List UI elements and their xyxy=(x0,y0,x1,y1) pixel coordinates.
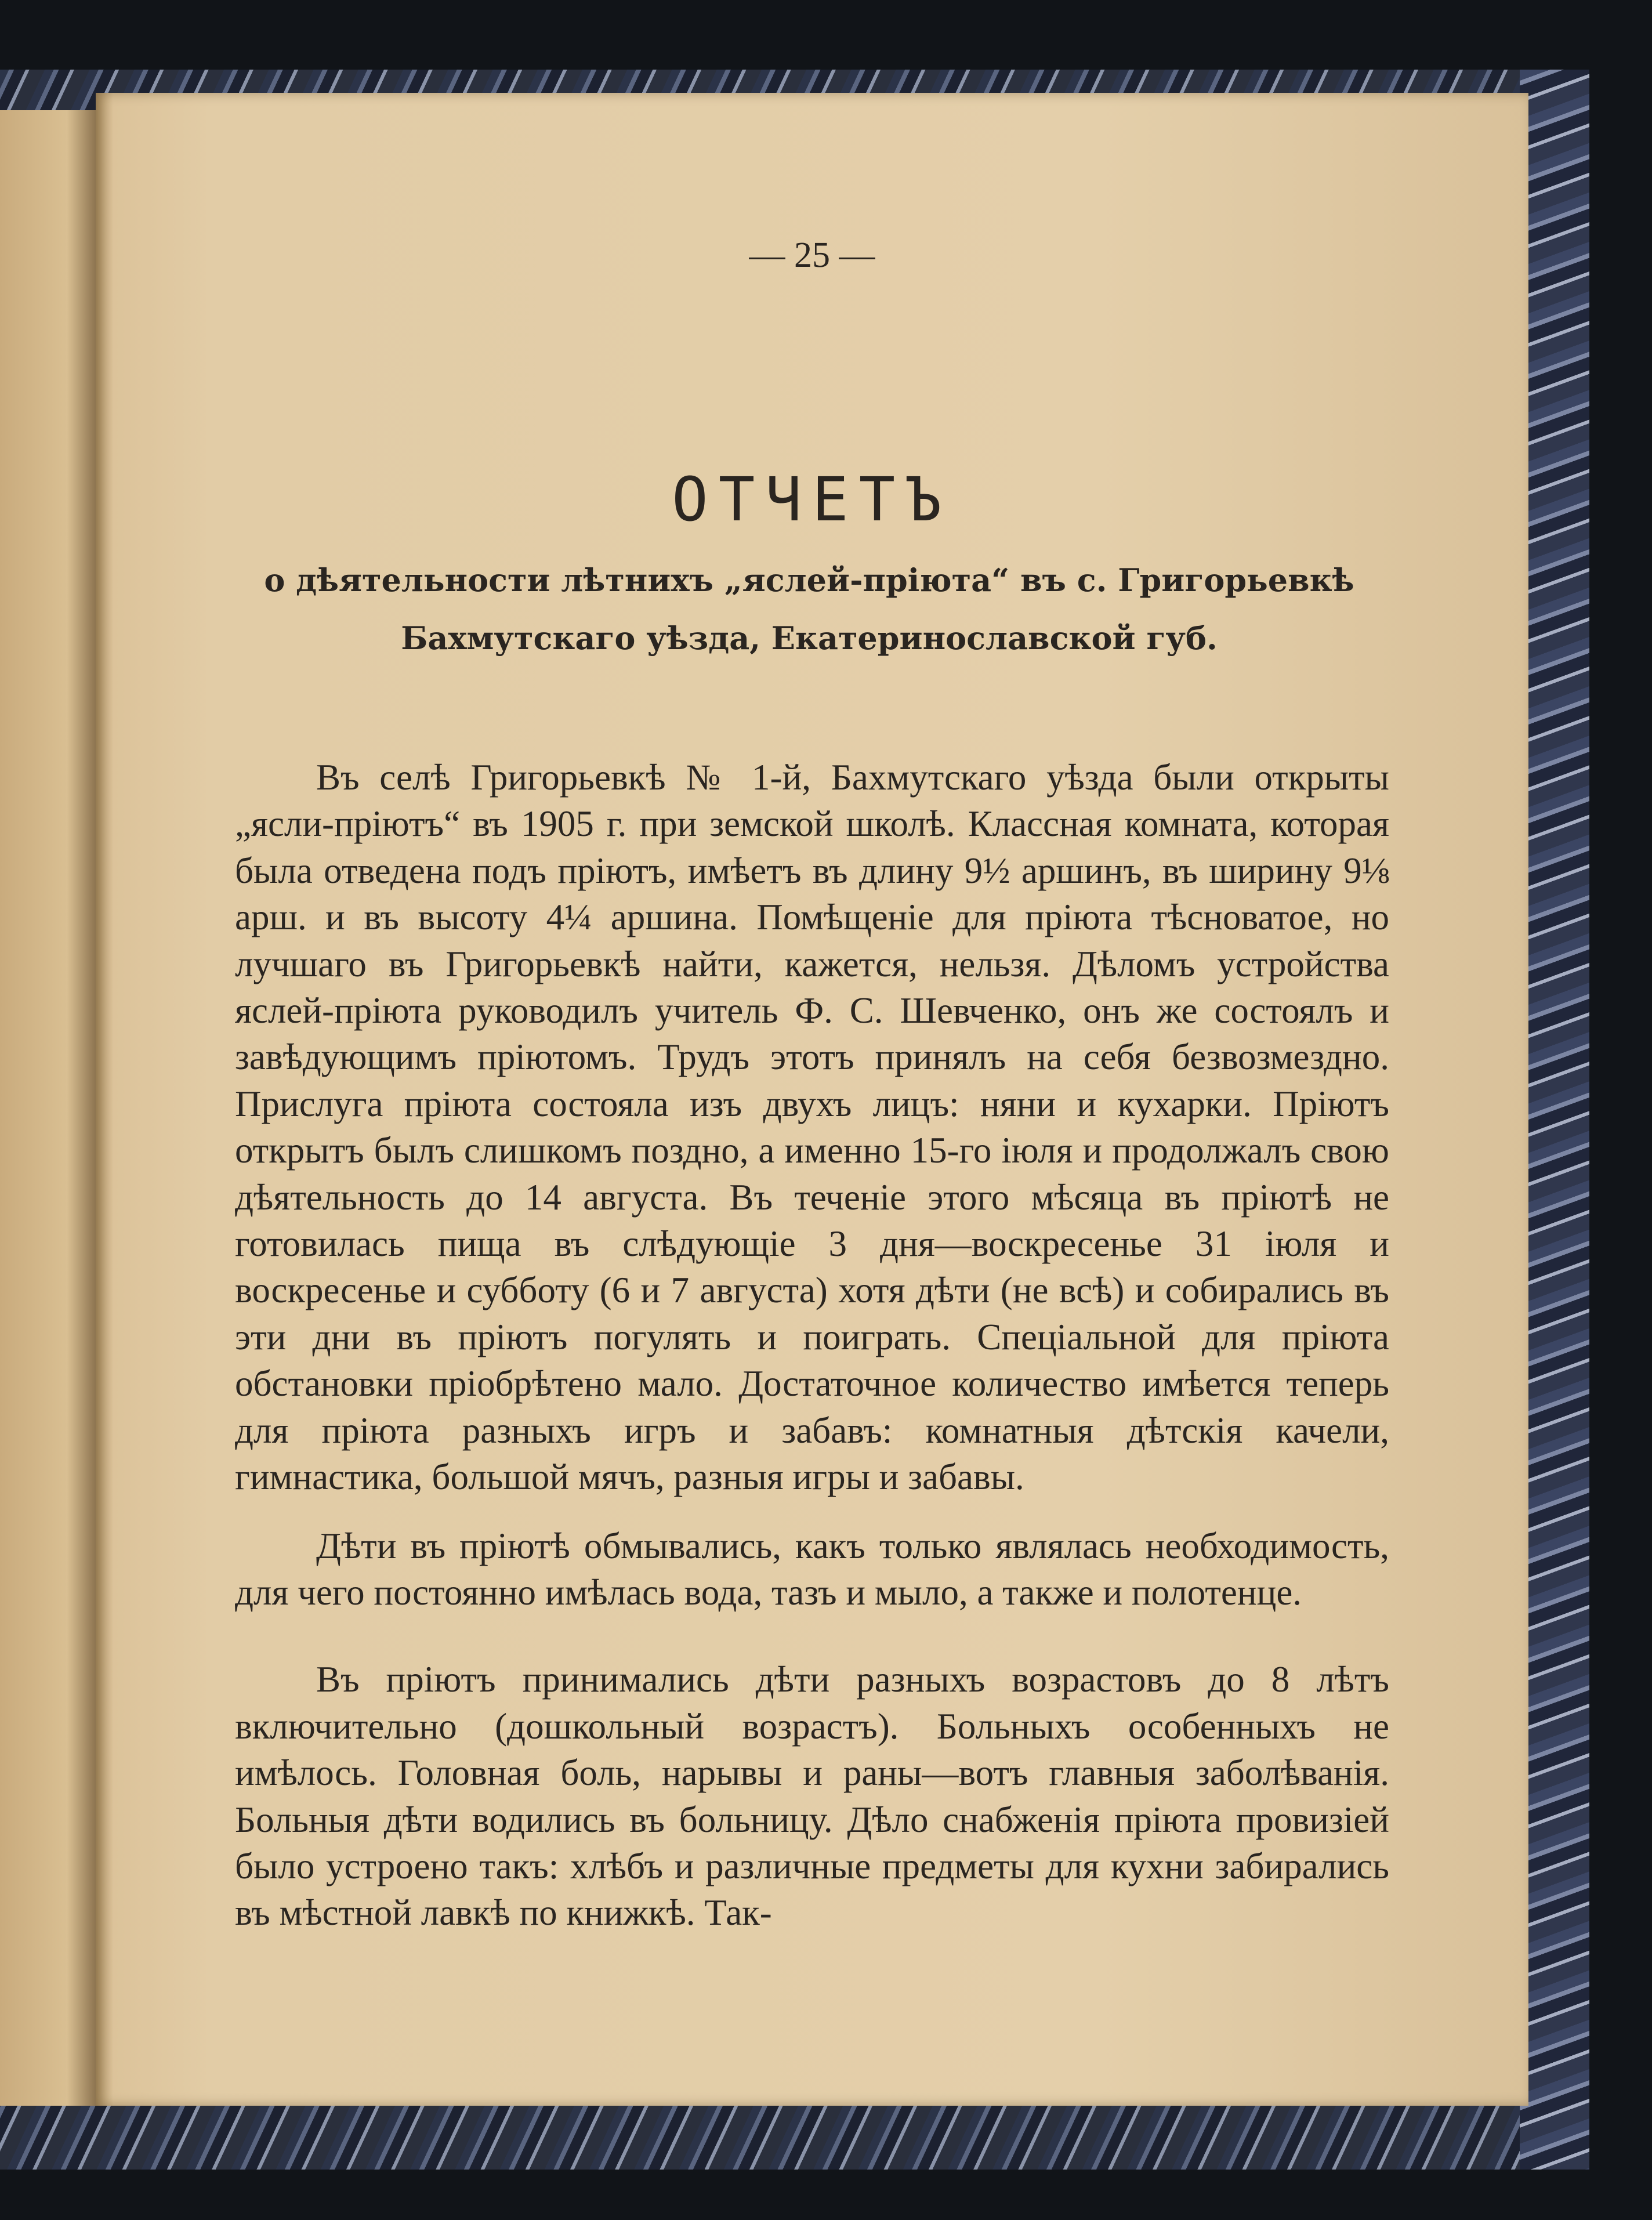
book-cover-right-edge xyxy=(1520,70,1589,2170)
document-subtitle xyxy=(229,551,1389,667)
paragraph-3: Въ пріютъ принимались дѣти разныхъ возрастовъ до 8 лѣтъ включительно (дошкольный возрастъ). Больныхъ особенныхъ не имѣлось. Головная боль, нарывы и раны—вотъ главныя заболѣванія. Больныя дѣти водились въ больницу. Дѣло снабженія пріюта провизіей было устроено такъ: хлѣбъ и различные предметы для кухни забирались въ мѣстной лавкѣ по книжкѣ. Так- xyxy=(235,1659,1389,1933)
body-text xyxy=(235,754,1389,1936)
subtitle-line-2: Бахмутскаго уѣзда, Екатеринославской губ. xyxy=(401,620,1218,657)
paragraph-1: Въ селѣ Григорьевкѣ № 1-й, Бахмутскаго уѣзда были открыты „ясли-пріютъ“ въ 1905 г. при земской школѣ. Классная комната, которая была отведена подъ пріютъ, имѣетъ въ длину 9½ аршинъ, въ ширину 9⅛ арш. и въ высоту 4¼ аршина. Помѣщеніе для пріюта тѣсноватое, но лучшаго въ Григорьевкѣ найти, кажется, нельзя. Дѣломъ устройства яслей-пріюта руководилъ учитель Ф. С. Шевченко, онъ же состоялъ и завѣдующимъ пріютомъ. Трудъ этотъ принялъ на себя безвозмездно. Прислуга пріюта состояла изъ двухъ лицъ: няни и кухарки. Пріютъ открытъ былъ слишкомъ поздно, а именно 15-го іюля и продолжалъ свою дѣятельность до 14 августа. Въ теченіе этого мѣсяца въ пріютѣ не готовилась пища въ слѣдующіе 3 дня—воскресенье 31 іюля и воскресенье и субботу (6 и 7 августа) хотя дѣти (не всѣ) и собирались въ эти дни въ пріютъ погулять и поиграть. Спеціальной для пріюта обстановки пріобрѣтено мало. Достаточное количество имѣется теперь для пріюта разныхъ игръ и забавъ: комнатныя дѣтскія качели, гимнастика, большой мячъ, разныя игры и забавы. xyxy=(235,757,1389,1498)
document-title: ОТЧЕТЪ xyxy=(672,464,952,535)
subtitle-line-1: о дѣятельности лѣтнихъ „яслей-пріюта“ въ с. Григорьевкѣ xyxy=(264,562,1354,599)
page-number: — 25 — xyxy=(749,236,875,275)
left-page-edge xyxy=(0,110,96,2106)
book-page xyxy=(96,93,1528,2106)
paragraph-2: Дѣти въ пріютѣ обмывались, какъ только являлась необходимость, для чего постоянно имѣлась вода, тазъ и мыло, а также и полотенце. xyxy=(235,1525,1389,1613)
